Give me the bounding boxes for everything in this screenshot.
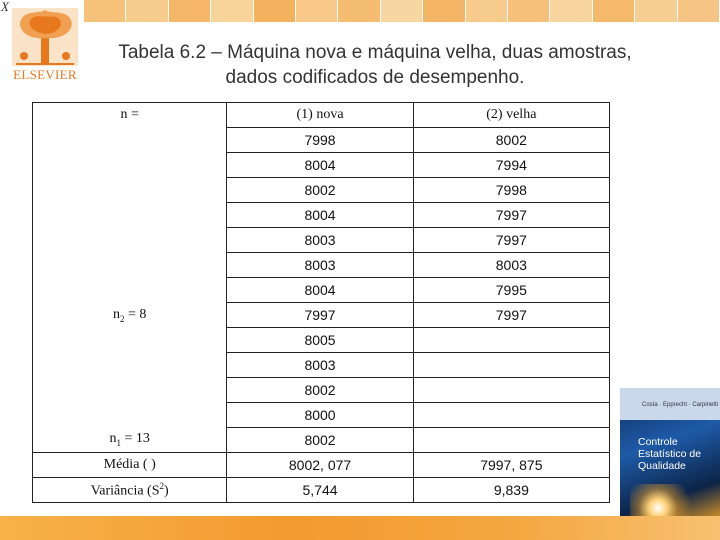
- row-label: [33, 153, 227, 178]
- cell-velha: 7997: [413, 228, 609, 253]
- row-label: [33, 203, 227, 228]
- table-row: [33, 428, 610, 453]
- variance-velha: 9,839: [413, 478, 609, 503]
- cell-velha: [413, 403, 609, 428]
- row-label: [33, 178, 227, 203]
- top-color-bar: [84, 0, 720, 22]
- book-cover-author: Costa · Epprecht · Carpinetti: [642, 402, 719, 408]
- data-table: [32, 102, 610, 503]
- table-row: [33, 153, 610, 178]
- cell-nova: 8004: [227, 153, 413, 178]
- cell-nova: 8003: [227, 228, 413, 253]
- table-row: [33, 403, 610, 428]
- variance-label: Variância $(S^2)$: [33, 478, 227, 503]
- cell-velha: 7997: [413, 303, 609, 328]
- table-row: [33, 228, 610, 253]
- table-row: [33, 128, 610, 153]
- mean-velha: 7997, 875: [413, 453, 609, 478]
- cell-velha: 8003: [413, 253, 609, 278]
- table-row: [33, 203, 610, 228]
- cell-velha: 7997: [413, 203, 609, 228]
- cell-nova: 8003: [227, 253, 413, 278]
- mean-nova: 8002, 077: [227, 453, 413, 478]
- cell-nova: 8005: [227, 328, 413, 353]
- cell-velha: [413, 378, 609, 403]
- n1-label: $n_1 = 13$: [33, 428, 227, 453]
- row-label: [33, 353, 227, 378]
- slide-title: Tabela 6.2 – Máquina nova e máquina velha, duas amostras, dados codificados de desempenho.: [118, 42, 632, 88]
- row-label: [33, 228, 227, 253]
- cell-velha: [413, 353, 609, 378]
- cell-nova: 8002: [227, 428, 413, 453]
- mean-row: [33, 453, 610, 478]
- header-label: n =: [33, 103, 227, 128]
- table-row: [33, 178, 610, 203]
- table-header-row: [33, 103, 610, 128]
- variance-nova: 5,744: [227, 478, 413, 503]
- bottom-color-bar: [0, 516, 720, 540]
- cell-nova: 7997: [227, 303, 413, 328]
- row-label: [33, 128, 227, 153]
- cell-nova: 7998: [227, 128, 413, 153]
- cell-nova: 8004: [227, 278, 413, 303]
- variance-row: [33, 478, 610, 503]
- header-col2: (2) velha: [413, 103, 609, 128]
- cell-nova: 8002: [227, 178, 413, 203]
- cell-velha: 8002: [413, 128, 609, 153]
- row-label: [33, 253, 227, 278]
- cell-nova: 8002: [227, 378, 413, 403]
- row-label: [33, 278, 227, 303]
- elsevier-logo-text: ELSEVIER: [13, 67, 77, 82]
- table-row: [33, 378, 610, 403]
- table-row: [33, 353, 610, 378]
- cell-velha: 7994: [413, 153, 609, 178]
- table-row: [33, 278, 610, 303]
- cell-velha: 7995: [413, 278, 609, 303]
- mean-label: Média ( ): [33, 453, 227, 478]
- book-cover-title: Controle Estatístico de Qualidade: [638, 436, 702, 472]
- row-label: [33, 328, 227, 353]
- book-cover-image: [620, 388, 720, 524]
- header-col1: (1) nova: [227, 103, 413, 128]
- row-label: [33, 378, 227, 403]
- n2-label: $n_2 = 8$: [33, 303, 227, 328]
- cell-velha: 7998: [413, 178, 609, 203]
- cell-nova: 8003: [227, 353, 413, 378]
- cell-velha: [413, 428, 609, 453]
- x-bar-symbol: $\overline{X}$: [1, 0, 9, 14]
- cell-velha: [413, 328, 609, 353]
- row-label: [33, 403, 227, 428]
- table-row: [33, 328, 610, 353]
- cell-nova: 8000: [227, 403, 413, 428]
- table-row: [33, 253, 610, 278]
- cell-nova: 8004: [227, 203, 413, 228]
- table-row: [33, 303, 610, 328]
